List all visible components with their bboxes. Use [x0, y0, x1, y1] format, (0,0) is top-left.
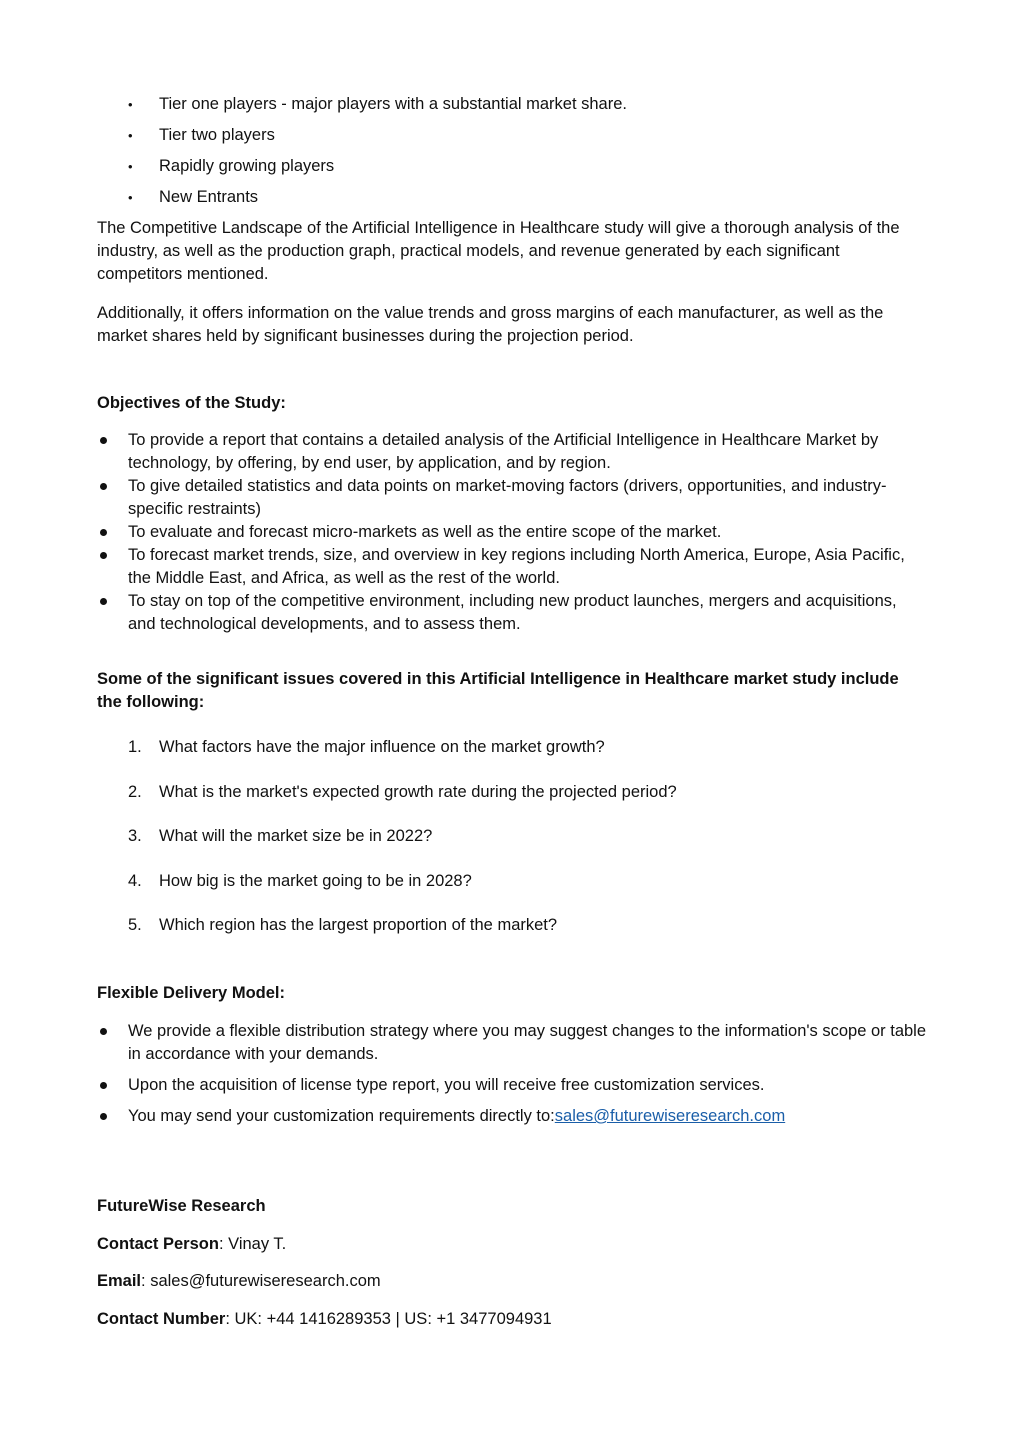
bullet-icon: •: [128, 159, 133, 174]
tier-item-text: New Entrants: [159, 188, 259, 206]
objective-text: To forecast market trends, size, and overview in key regions including North America, Europe, Asia Pacific, the Middle East, and Africa, as well as the rest of the world.: [128, 546, 905, 587]
list-item: [128, 736, 928, 781]
issues-list: [128, 736, 928, 959]
bullet-icon: [100, 529, 107, 536]
contact-email-value: : sales@futurewiseresearch.com: [141, 1272, 381, 1290]
objectives-heading: Objectives of the Study:: [97, 394, 286, 412]
list-item: [128, 825, 928, 870]
objectives-list: [97, 429, 927, 636]
list-item: [97, 590, 927, 636]
objective-text: To stay on top of the competitive environment, including new product launches, mergers and acquisitions, and technological developments, and to assess them.: [128, 592, 897, 633]
contact-number-label: Contact Number: [97, 1310, 226, 1328]
objective-text: To provide a report that contains a detailed analysis of the Artificial Intelligence in Healthcare Market by technology, by offering, by end user, by application, and by region.: [128, 431, 879, 472]
bullet-icon: •: [128, 97, 133, 112]
objective-text: To evaluate and forecast micro-markets as well as the entire scope of the market.: [128, 523, 722, 541]
objective-text: To give detailed statistics and data points on market-moving factors (drivers, opportunities, and industry-specific restraints): [128, 477, 887, 518]
company-name: FutureWise Research: [97, 1197, 266, 1215]
list-item: [128, 154, 627, 185]
list-item: [128, 781, 928, 826]
issue-text: What factors have the major influence on the market growth?: [159, 738, 605, 756]
issue-text: What is the market's expected growth rate during the projected period?: [159, 782, 677, 801]
item-number: 4.: [128, 871, 142, 890]
contact-person-value: : Vinay T.: [218, 1235, 287, 1253]
item-number: 1.: [128, 738, 142, 756]
tier-item-text: Tier one players - major players with a substantial market share.: [159, 95, 627, 113]
contact-number-line: [97, 1308, 927, 1331]
bullet-icon: [100, 1113, 107, 1120]
sales-email-link[interactable]: sales@futurewiseresearch.com: [554, 1107, 786, 1125]
issue-text: How big is the market going to be in 2028?: [159, 871, 472, 890]
list-item: [97, 1020, 927, 1066]
tier-list: [128, 92, 627, 216]
delivery-text: You may send your customization requirements directly to:: [128, 1107, 555, 1125]
tier-item-text: Tier two players: [159, 126, 275, 144]
contact-number-value: : UK: +44 1416289353 | US: +1 3477094931: [225, 1310, 552, 1328]
contact-email-label: Email: [97, 1272, 142, 1290]
bullet-icon: •: [128, 190, 133, 205]
tier-item-text: Rapidly growing players: [159, 157, 335, 175]
delivery-text: We provide a flexible distribution strategy where you may suggest changes to the information's scope or table in accordance with your demands.: [128, 1022, 927, 1063]
additional-info-paragraph: Additionally, it offers information on the value trends and gross margins of each manufacturer, as well as the market shares held by significant businesses during the projection period.: [97, 304, 884, 345]
list-item: [97, 1074, 927, 1097]
list-item: [97, 429, 927, 475]
list-item: [128, 914, 928, 959]
list-item: [97, 544, 927, 590]
bullet-icon: [100, 1082, 107, 1089]
contact-person-label: Contact Person: [97, 1235, 219, 1253]
list-item: [97, 521, 927, 544]
list-item: [128, 870, 928, 915]
bullet-icon: [100, 552, 107, 559]
item-number: 2.: [128, 782, 142, 801]
item-number: 5.: [128, 916, 142, 934]
list-item: [128, 123, 627, 154]
delivery-list: [97, 1020, 927, 1136]
list-item: [97, 1105, 927, 1128]
bullet-icon: [100, 598, 107, 605]
bullet-icon: [100, 483, 107, 490]
bullet-icon: [100, 437, 107, 444]
delivery-heading: Flexible Delivery Model:: [97, 984, 285, 1002]
issue-text: Which region has the largest proportion of the market?: [159, 916, 558, 934]
issues-heading: Some of the significant issues covered in this Artificial Intelligence in Healthcare market study include the following:: [97, 670, 899, 711]
competitive-landscape-paragraph: The Competitive Landscape of the Artificial Intelligence in Healthcare study will give a thorough analysis of the industry, as well as the production graph, practical models, and revenue generated by each significant competitors mentioned.: [97, 219, 900, 283]
bullet-icon: •: [128, 128, 133, 143]
contact-email-line: [97, 1270, 927, 1293]
bullet-icon: [100, 1028, 107, 1035]
contact-person-line: [97, 1233, 927, 1256]
delivery-text: Upon the acquisition of license type report, you will receive free customization services.: [128, 1076, 765, 1094]
list-item: [128, 92, 627, 123]
list-item: [97, 475, 927, 521]
issue-text: What will the market size be in 2022?: [159, 827, 433, 845]
item-number: 3.: [128, 827, 142, 845]
list-item: [128, 185, 627, 216]
